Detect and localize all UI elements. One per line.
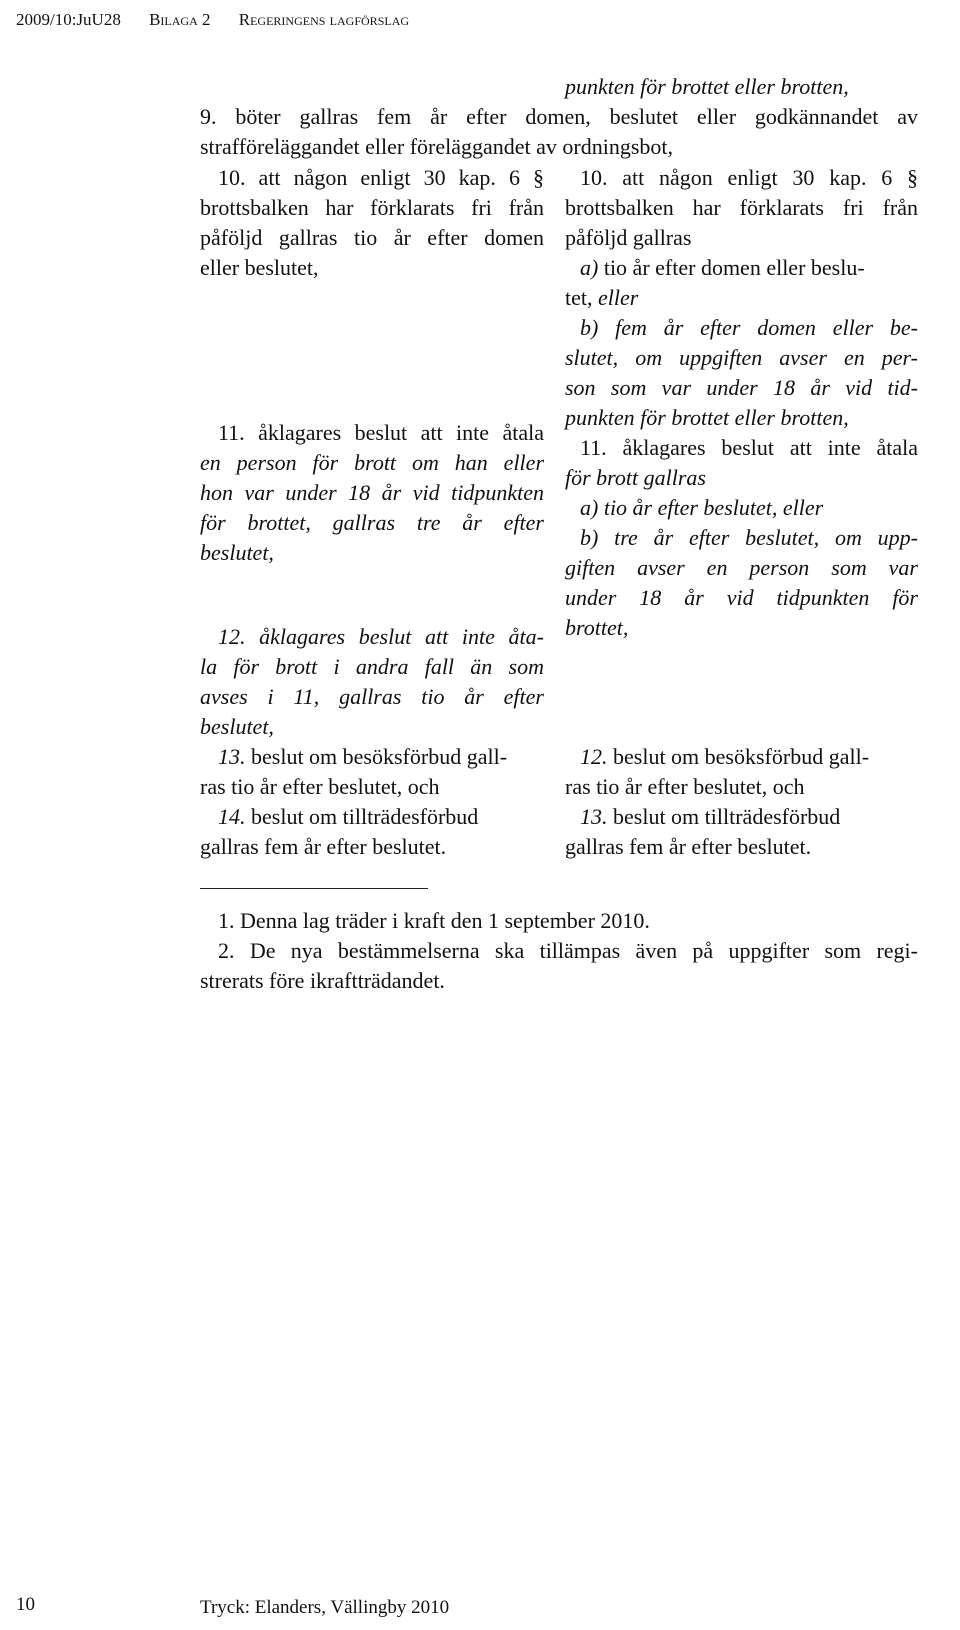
- right-a-eller: eller: [598, 285, 639, 310]
- left-p10-line-2: brottsbalken har förklarats fri från: [200, 195, 544, 220]
- right-p12-line-1: [580, 742, 918, 772]
- right-a-label: a): [580, 255, 599, 280]
- page-number: 10: [16, 1594, 35, 1615]
- right-p11-head: 11. åklagares beslut att inte åtala: [580, 435, 918, 460]
- left-p12-line-2: la för brott i andra fall än som: [200, 654, 544, 679]
- left-p11-line-3: för brottet, gallras tre år efter: [200, 510, 544, 535]
- right-b-line-4: punkten för brottet eller brotten,: [565, 405, 849, 430]
- right-b-line-1: b) fem år efter domen eller be-: [580, 315, 918, 340]
- top-line-2: 9. böter gallras fem år efter domen, beslutet eller godkännandet av: [200, 104, 918, 129]
- right-p13-line-1: [580, 802, 918, 832]
- right-p11-line-2: a) tio år efter beslutet, eller: [580, 495, 824, 520]
- right-a-text-2: tet,: [565, 285, 598, 310]
- left-p13-text: beslut om besöksförbud gall-: [245, 744, 508, 769]
- top-line-1: punkten för brottet eller brotten,: [565, 74, 849, 99]
- right-p13-number: 13.: [580, 804, 608, 829]
- left-p14-line-2: gallras fem år efter beslutet.: [200, 834, 447, 859]
- right-p11-line-6: brottet,: [565, 615, 629, 640]
- left-p13-number: 13.: [218, 744, 246, 769]
- right-p12-number: 12.: [580, 744, 608, 769]
- header-title: Regeringens lagförslag: [238, 10, 410, 29]
- right-b-line-3: son som var under 18 år vid tid-: [565, 375, 918, 400]
- left-p14-number: 14.: [218, 804, 246, 829]
- right-a-line-2: [565, 283, 638, 313]
- right-p10-line-2: brottsbalken har förklarats fri från: [565, 195, 918, 220]
- right-p11-line-1: för brott gallras: [565, 465, 706, 490]
- right-p10-line-3: påföljd gallras: [565, 225, 692, 250]
- transition-line-3: strerats före ikraftträdandet.: [200, 968, 445, 993]
- transition-line-1: 1. Denna lag träder i kraft den 1 september 2010.: [218, 908, 650, 933]
- right-p11-line-3: b) tre år efter beslutet, om upp-: [580, 525, 918, 550]
- left-p14-line-1: [218, 802, 544, 832]
- right-p11-line-5: under 18 år vid tidpunkten för: [565, 585, 918, 610]
- left-p14-text: beslut om tillträdesförbud: [245, 804, 479, 829]
- left-p12-line-1: 12. åklagares beslut att inte åta-: [218, 624, 544, 649]
- left-p10-line-1: 10. att någon enligt 30 kap. 6 §: [218, 165, 544, 190]
- printer-line: Tryck: Elanders, Vällingby 2010: [200, 1597, 450, 1618]
- left-p11-line-4: beslutet,: [200, 540, 274, 565]
- transition-line-2: 2. De nya bestämmelserna ska tillämpas även på uppgifter som regi-: [218, 938, 918, 963]
- left-p11-head: 11. åklagares beslut att inte åtala: [218, 420, 544, 445]
- right-a-line-1: [580, 253, 918, 283]
- left-p11-line-1: en person för brott om han eller: [200, 450, 544, 475]
- left-p12-line-3: avses i 11, gallras tio år efter: [200, 684, 544, 709]
- right-a-text: tio år efter domen eller beslu-: [598, 255, 865, 280]
- right-p12-text: beslut om besöksförbud gall-: [607, 744, 870, 769]
- right-p13-text: beslut om tillträdesförbud: [607, 804, 841, 829]
- right-p11-line-4: giften avser en person som var: [565, 555, 918, 580]
- bilaga-label: Bilaga 2: [149, 10, 211, 29]
- left-p10-line-3: påföljd gallras tio år efter domen: [200, 225, 544, 250]
- separator-rule: [200, 888, 428, 889]
- left-p11-line-2: hon var under 18 år vid tidpunkten: [200, 480, 544, 505]
- right-b-line-2: slutet, om uppgiften avser en per-: [565, 345, 918, 370]
- right-p10-line-1: 10. att någon enligt 30 kap. 6 §: [580, 165, 918, 190]
- right-p12-line-2: ras tio år efter beslutet, och: [565, 774, 805, 799]
- left-p13-line-2: ras tio år efter beslutet, och: [200, 774, 440, 799]
- left-p10-line-4: eller beslutet,: [200, 255, 319, 280]
- left-p12-line-4: beslutet,: [200, 714, 274, 739]
- top-line-3: strafföreläggandet eller föreläggandet av ordningsbot,: [200, 134, 674, 159]
- page-header: [16, 10, 433, 30]
- left-p13-line-1: [218, 742, 544, 772]
- document-id: 2009/10:JuU28: [16, 10, 121, 29]
- right-p13-line-2: gallras fem år efter beslutet.: [565, 834, 812, 859]
